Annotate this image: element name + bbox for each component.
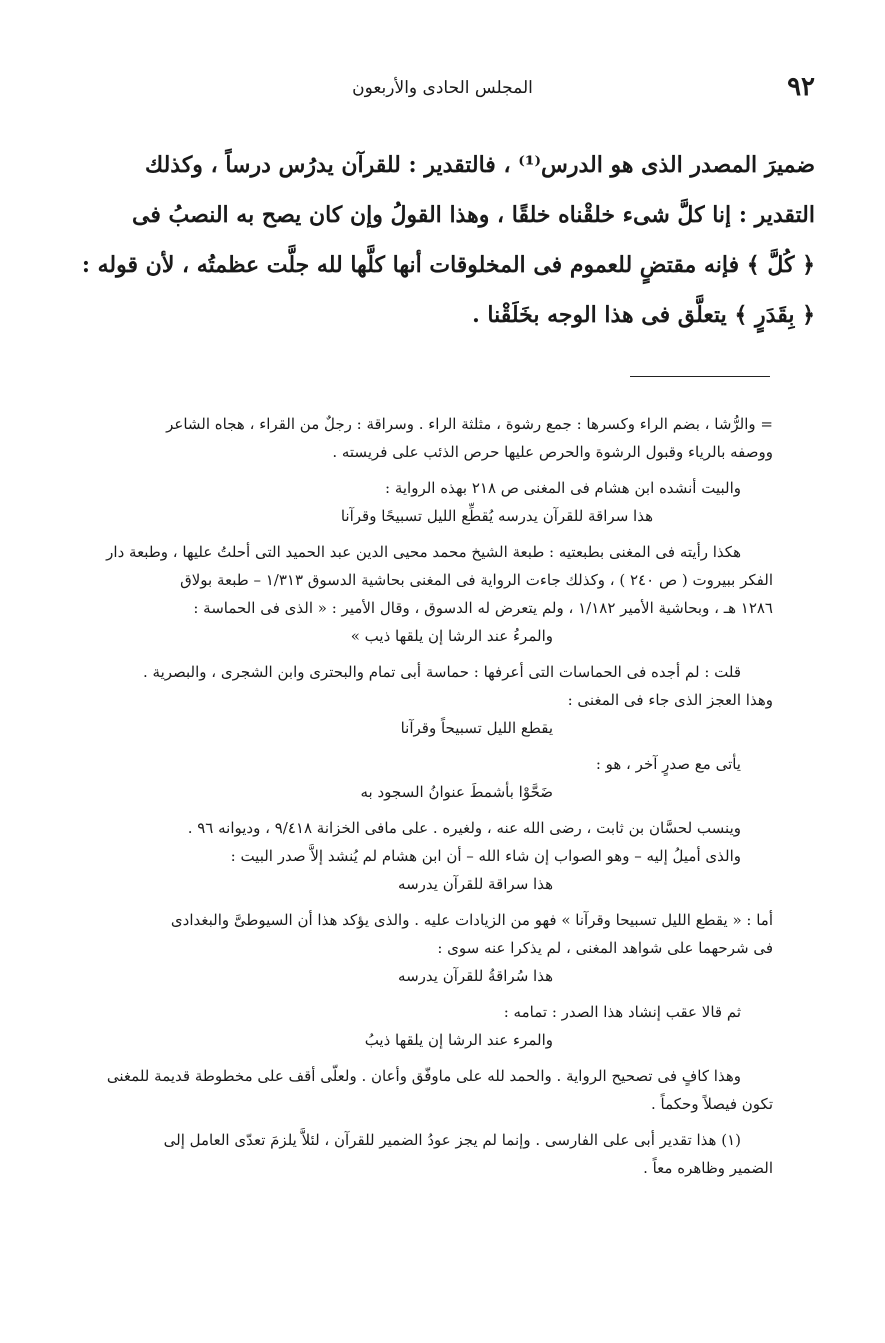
footnote-line: هكذا رأيته فى المغنى بطبعتيه : طبعة الشيخ محمد محيى الدين عبد الحميد التى أحلتُ عليها ، وطبعة دار [106, 543, 741, 561]
main-text [70, 140, 815, 340]
footnote-line: ووصفه بالرياء وقبول الرشوة والحرص عليها حرص الذئب على فريسته . [332, 443, 773, 461]
main-text-line: ﴿ كُلَّ ﴾ فإنه مقتضٍ للعموم فى المخلوقات أنها كلَّها لله جلَّت عظمتُه ، لأن قوله : [81, 252, 815, 278]
footnotes [68, 410, 773, 1182]
verse-line: هذا سُراقةُ للقرآن يدرسه [398, 967, 553, 985]
main-text-line: التقدير : إنا كلَّ شىء خلقْناه خلقًا ، وهذا القولُ وإن كان يصح به النصبُ فى [132, 202, 815, 228]
main-text-line: ضميرَ المصدر الذى هو الدرس⁽¹⁾ ، فالتقدير : للقرآن يدرُس درساً ، وكذلك [145, 152, 815, 178]
verse-line: والمرء عند الرشا إن يلقها ذيبُ [364, 1031, 553, 1049]
footnote-line: ١٢٨٦ هـ ، وبحاشية الأمير ١/١٨٢ ، ولم يتعرض له الدسوق ، وقال الأمير : « الذى فى الحماسة : [193, 599, 773, 617]
footnote-1: (١) هذا تقدير أبى على الفارسى . وإنما لم يجز عودُ الضمير للقرآن ، لئلاَّ يلزمَ تعدّى العامل إلى [163, 1131, 741, 1149]
page-header [70, 70, 815, 104]
page-number: ٩٢ [787, 72, 815, 102]
footnote-line: تكون فيصلاً وحكماً . [651, 1095, 773, 1113]
footnote-line: والبيت أنشده ابن هشام فى المغنى ص ٢١٨ بهذه الرواية : [385, 479, 741, 497]
footnote-line: فى شرحهما على شواهد المغنى ، لم يذكرا عنه سوى : [437, 939, 773, 957]
footnote-line: ثم قالا عقب إنشاد هذا الصدر : تمامه : [503, 1003, 741, 1021]
main-text-line: ﴿ بِقَدَرٍ ﴾ يتعلَّق فى هذا الوجه بخَلَقْنا . [472, 302, 815, 328]
footnote-line: = والرُّشا ، بضم الراء وكسرها : جمع رشوة ، مثلثة الراء . وسراقة : رجلٌ من القراء ، هجاه الشاعر [166, 415, 773, 433]
verse-line: يقطع الليل تسبيحاً وقرآنا [400, 719, 553, 737]
verse-line: هذا سراقة للقرآن يدرسه [398, 875, 553, 893]
running-title: المجلس الحادى والأربعون [352, 78, 533, 98]
verse-line: ضَحَّوْا بأشمطَ عنوانُ السجود به [360, 783, 553, 801]
footnote-line: والذى أميلُ إليه – وهو الصواب إن شاء الله – أن ابن هشام لم يُنشد إلاَّ صدر البيت : [230, 847, 741, 865]
footnote-line: وهذا العجز الذى جاء فى المغنى : [567, 691, 773, 709]
footnote-line: قلت : لم أجده فى الحماسات التى أعرفها : حماسة أبى تمام والبحترى وابن الشجرى ، والبصرية . [142, 663, 741, 681]
footnote-line: وهذا كافٍ فى تصحيح الرواية . والحمد لله على ماوفّق وأعان . ولعلّى أقف على مخطوطة قديمة للمغنى [106, 1067, 741, 1085]
footnote-separator [630, 376, 770, 377]
footnote-line: الفكر ببيروت ( ص ٢٤٠ ) ، وكذلك جاءت الرواية فى المغنى بحاشية الدسوق ١/٣١٣ – طبعة بولاق [180, 571, 773, 589]
footnote-line: أما : « يقطع الليل تسبيحا وقرآنا » فهو من الزيادات عليه . والذى يؤكد هذا أن السيوطىَّ والبغدادى [170, 911, 773, 929]
footnote-line: الضمير وظاهره معاً . [643, 1159, 773, 1177]
footnote-line: وينسب لحسَّان بن ثابت ، رضى الله عنه ، ولغيره . على مافى الخزانة ٩/٤١٨ ، وديوانه ٩٦ . [187, 819, 741, 837]
verse-line: والمرءُ عند الرشا إن يلقها ذيب » [350, 627, 553, 645]
footnote-line: يأتى مع صدرٍ آخر ، هو : [595, 755, 741, 773]
verse-line: هذا سراقة للقرآن يدرسه يُقطِّع الليل تسبيحًا وقرآنا [340, 507, 653, 525]
